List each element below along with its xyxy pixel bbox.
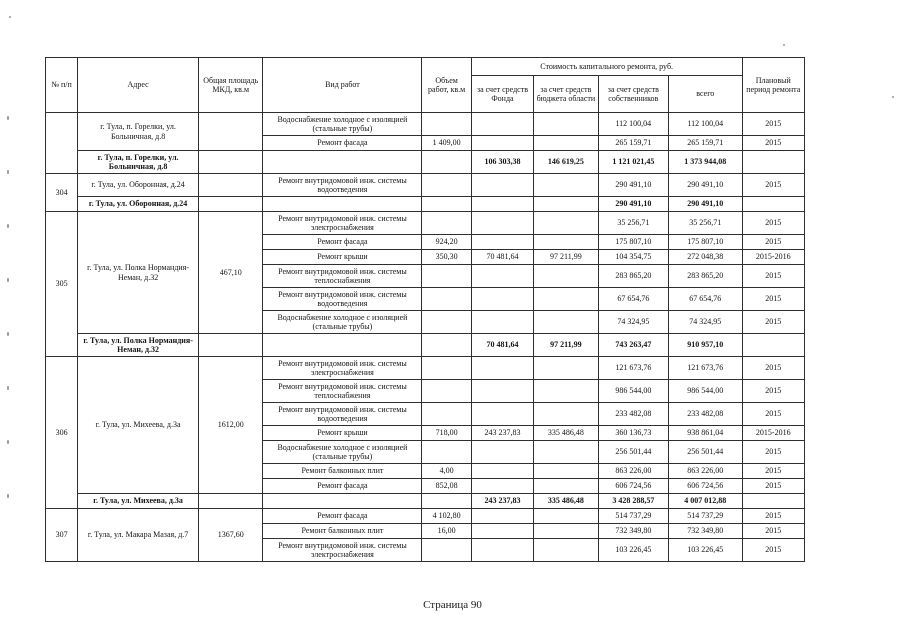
cell-volume [422, 403, 471, 426]
cell-area: 1367,60 [198, 509, 262, 562]
cell-owners: 863 226,00 [598, 464, 668, 479]
table-row [46, 212, 805, 235]
cell-volume [422, 357, 471, 380]
cell-period: 2015 [742, 479, 804, 494]
cell-fund [471, 479, 533, 494]
scan-artifact [7, 224, 9, 228]
cell-period [742, 494, 804, 509]
cell-budget [534, 197, 598, 212]
cell-owners: 743 263,47 [598, 334, 668, 357]
cell-period: 2015 [742, 524, 804, 539]
cell-fund [471, 265, 533, 288]
cell-total: 256 501,44 [669, 441, 742, 464]
cell-budget: 97 211,99 [534, 334, 598, 357]
cell-volume: 852,08 [422, 479, 471, 494]
cell-work: Ремонт внутридомовой инж. системы водоотведения [263, 288, 422, 311]
cell-total: 986 544,00 [669, 380, 742, 403]
cell-work: Водоснабжение холодное с изоляцией (стальные трубы) [263, 311, 422, 334]
cell-fund [471, 197, 533, 212]
cell-period: 2015 [742, 174, 804, 197]
cell-fund [471, 357, 533, 380]
table-body [46, 113, 805, 562]
scan-artifact [7, 278, 9, 282]
table-row [46, 174, 805, 197]
cell-num: 304 [46, 174, 78, 212]
header-total: всего [669, 76, 742, 113]
table-row [46, 113, 805, 136]
scan-artifact [783, 44, 785, 46]
cell-budget: 335 486,48 [534, 494, 598, 509]
header-work-type: Вид работ [263, 58, 422, 113]
cell-fund: 70 481,64 [471, 334, 533, 357]
cell-work: Ремонт внутридомовой инж. системы водоотведения [263, 403, 422, 426]
cell-address: г. Тула, ул. Макара Мазая, д.7 [78, 509, 199, 562]
cell-budget [534, 441, 598, 464]
cell-owners: 35 256,71 [598, 212, 668, 235]
cell-total: 290 491,10 [669, 174, 742, 197]
cell-budget [534, 235, 598, 250]
cell-area [198, 197, 262, 212]
cell-total: 103 226,45 [669, 539, 742, 562]
cell-owners: 283 865,20 [598, 265, 668, 288]
header-owners: за счет средств собственников [598, 76, 668, 113]
cell-budget [534, 524, 598, 539]
cell-total: 35 256,71 [669, 212, 742, 235]
cell-period: 2015 [742, 464, 804, 479]
subtotal-row [46, 197, 805, 212]
cell-work: Ремонт внутридомовой инж. системы электроснабжения [263, 212, 422, 235]
header-cost-group: Стоимость капитального ремонта, руб. [471, 58, 742, 76]
cell-area [198, 174, 262, 197]
cell-owners: 290 491,10 [598, 174, 668, 197]
header-num: № п/п [46, 58, 78, 113]
cell-volume: 350,30 [422, 250, 471, 265]
cell-budget [534, 464, 598, 479]
cell-volume [422, 265, 471, 288]
subtotal-row [46, 494, 805, 509]
cell-owners: 67 654,76 [598, 288, 668, 311]
cell-fund [471, 113, 533, 136]
cell-volume [422, 539, 471, 562]
subtotal-row [46, 151, 805, 174]
cell-fund: 70 481,64 [471, 250, 533, 265]
cell-work: Ремонт балконных плит [263, 524, 422, 539]
cell-num: 307 [46, 509, 78, 562]
cell-address: г. Тула, п. Горелки, ул. Больничная, д.8 [78, 113, 199, 151]
cell-volume [422, 174, 471, 197]
cell-owners: 265 159,71 [598, 136, 668, 151]
cell-address: г. Тула, ул. Полка Нормандия-Неман, д.32 [78, 334, 199, 357]
cell-address: г. Тула, п. Горелки, ул. Больничная, д.8 [78, 151, 199, 174]
cell-area [198, 113, 262, 151]
cell-address: г. Тула, ул. Михеева, д.3а [78, 357, 199, 494]
cell-fund [471, 311, 533, 334]
cell-work [263, 494, 422, 509]
cell-volume [422, 197, 471, 212]
cell-volume [422, 441, 471, 464]
cell-area: 1612,00 [198, 357, 262, 494]
cell-total: 732 349,80 [669, 524, 742, 539]
cell-area [198, 494, 262, 509]
cell-work: Ремонт фасада [263, 136, 422, 151]
cell-volume [422, 334, 471, 357]
cell-period [742, 197, 804, 212]
page-number: Страница 90 [423, 599, 482, 611]
cell-owners: 606 724,56 [598, 479, 668, 494]
scan-artifact [7, 332, 9, 336]
cell-volume: 4 102,80 [422, 509, 471, 524]
cell-owners: 121 673,76 [598, 357, 668, 380]
cell-work: Ремонт балконных плит [263, 464, 422, 479]
cell-total: 514 737,29 [669, 509, 742, 524]
cell-period: 2015-2016 [742, 426, 804, 441]
cell-fund [471, 235, 533, 250]
cell-period: 2015 [742, 136, 804, 151]
cell-work [263, 197, 422, 212]
cell-budget: 97 211,99 [534, 250, 598, 265]
cell-budget [534, 479, 598, 494]
cell-budget [534, 212, 598, 235]
cell-fund [471, 136, 533, 151]
cell-area [198, 151, 262, 174]
header-address: Адрес [78, 58, 199, 113]
cell-fund [471, 524, 533, 539]
scan-artifact [9, 16, 11, 18]
cell-fund [471, 380, 533, 403]
cell-budget [534, 509, 598, 524]
cell-budget [534, 311, 598, 334]
cell-fund [471, 441, 533, 464]
cell-owners: 103 226,45 [598, 539, 668, 562]
cell-volume [422, 311, 471, 334]
cell-fund [471, 212, 533, 235]
cell-total: 4 007 012,88 [669, 494, 742, 509]
cell-fund: 106 303,38 [471, 151, 533, 174]
cell-budget [534, 265, 598, 288]
table-header [46, 58, 805, 113]
cell-period: 2015 [742, 509, 804, 524]
cell-total: 121 673,76 [669, 357, 742, 380]
cell-period: 2015 [742, 212, 804, 235]
cell-budget [534, 403, 598, 426]
cell-budget [534, 174, 598, 197]
cell-budget [534, 136, 598, 151]
cell-owners: 112 100,04 [598, 113, 668, 136]
cell-total: 67 654,76 [669, 288, 742, 311]
cell-volume [422, 288, 471, 311]
cell-owners: 1 121 021,45 [598, 151, 668, 174]
cell-fund [471, 403, 533, 426]
cell-work: Ремонт фасада [263, 479, 422, 494]
cell-owners: 290 491,10 [598, 197, 668, 212]
cell-budget [534, 539, 598, 562]
cell-work: Ремонт крыши [263, 250, 422, 265]
cell-volume: 16,00 [422, 524, 471, 539]
scan-artifact [7, 116, 9, 120]
table-row [46, 509, 805, 524]
cell-volume [422, 494, 471, 509]
cell-owners: 256 501,44 [598, 441, 668, 464]
cell-period: 2015 [742, 265, 804, 288]
cell-work: Ремонт крыши [263, 426, 422, 441]
cell-work: Водоснабжение холодное с изоляцией (стальные трубы) [263, 113, 422, 136]
cell-volume [422, 151, 471, 174]
cell-budget [534, 113, 598, 136]
cell-volume [422, 212, 471, 235]
cell-period: 2015 [742, 288, 804, 311]
cell-total: 112 100,04 [669, 113, 742, 136]
cell-address: г. Тула, ул. Полка Нормандия-Неман, д.32 [78, 212, 199, 334]
cell-period: 2015 [742, 113, 804, 136]
cell-area: 467,10 [198, 212, 262, 334]
cell-budget [534, 288, 598, 311]
cell-work: Водоснабжение холодное с изоляцией (стальные трубы) [263, 441, 422, 464]
cell-budget [534, 380, 598, 403]
cell-volume [422, 380, 471, 403]
scan-artifact [7, 170, 9, 174]
scan-artifact [7, 386, 9, 390]
cell-period: 2015 [742, 357, 804, 380]
cell-total: 74 324,95 [669, 311, 742, 334]
cell-fund: 243 237,83 [471, 494, 533, 509]
table-row [46, 357, 805, 380]
cell-fund: 243 237,83 [471, 426, 533, 441]
cell-period: 2015 [742, 441, 804, 464]
cell-budget: 146 619,25 [534, 151, 598, 174]
cell-address: г. Тула, ул. Михеева, д.3а [78, 494, 199, 509]
cell-total: 233 482,08 [669, 403, 742, 426]
scan-artifact [7, 440, 9, 444]
cell-budget [534, 357, 598, 380]
cell-total: 290 491,10 [669, 197, 742, 212]
cell-period: 2015 [742, 235, 804, 250]
cell-work [263, 151, 422, 174]
cell-fund [471, 539, 533, 562]
cell-total: 175 807,10 [669, 235, 742, 250]
cell-volume: 924,20 [422, 235, 471, 250]
cell-owners: 732 349,80 [598, 524, 668, 539]
cell-address: г. Тула, ул. Оборонная, д.24 [78, 197, 199, 212]
cell-work: Ремонт внутридомовой инж. системы электроснабжения [263, 357, 422, 380]
cell-work: Ремонт фасада [263, 509, 422, 524]
cell-budget: 335 486,48 [534, 426, 598, 441]
cell-period: 2015 [742, 380, 804, 403]
cell-owners: 986 544,00 [598, 380, 668, 403]
cell-period [742, 151, 804, 174]
cell-total: 265 159,71 [669, 136, 742, 151]
cell-num: 305 [46, 212, 78, 357]
cell-total: 863 226,00 [669, 464, 742, 479]
cell-volume: 1 409,00 [422, 136, 471, 151]
cell-owners: 360 136,73 [598, 426, 668, 441]
cell-owners: 74 324,95 [598, 311, 668, 334]
header-volume: Объем работ, кв.м [422, 58, 471, 113]
repair-program-table [45, 57, 805, 562]
cell-volume: 718,00 [422, 426, 471, 441]
cell-owners: 3 428 288,57 [598, 494, 668, 509]
cell-total: 272 048,38 [669, 250, 742, 265]
cell-address: г. Тула, ул. Оборонная, д.24 [78, 174, 199, 197]
cell-owners: 514 737,29 [598, 509, 668, 524]
cell-fund [471, 464, 533, 479]
cell-volume [422, 113, 471, 136]
cell-total: 606 724,56 [669, 479, 742, 494]
header-budget: за счет средств бюджета области [534, 76, 598, 113]
cell-period [742, 334, 804, 357]
cell-volume: 4,00 [422, 464, 471, 479]
cell-work: Ремонт фасада [263, 235, 422, 250]
cell-work [263, 334, 422, 357]
cell-period: 2015 [742, 403, 804, 426]
cell-owners: 104 354,75 [598, 250, 668, 265]
cell-owners: 175 807,10 [598, 235, 668, 250]
cell-period: 2015 [742, 311, 804, 334]
cell-area [198, 334, 262, 357]
cell-work: Ремонт внутридомовой инж. системы теплоснабжения [263, 380, 422, 403]
cell-total: 910 957,10 [669, 334, 742, 357]
cell-owners: 233 482,08 [598, 403, 668, 426]
cell-period: 2015 [742, 539, 804, 562]
cell-work: Ремонт внутридомовой инж. системы теплоснабжения [263, 265, 422, 288]
cell-num [46, 113, 78, 174]
header-period: Плановый период ремонта [742, 58, 804, 113]
cell-num: 306 [46, 357, 78, 509]
cell-period: 2015-2016 [742, 250, 804, 265]
scan-artifact [892, 96, 894, 98]
cell-total: 1 373 944,08 [669, 151, 742, 174]
cell-work: Ремонт внутридомовой инж. системы водоотведения [263, 174, 422, 197]
cell-total: 938 861,04 [669, 426, 742, 441]
cell-fund [471, 288, 533, 311]
cell-work: Ремонт внутридомовой инж. системы электроснабжения [263, 539, 422, 562]
header-fund: за счет средств Фонда [471, 76, 533, 113]
subtotal-row [46, 334, 805, 357]
cell-fund [471, 174, 533, 197]
cell-fund [471, 509, 533, 524]
header-area: Общая площадь МКД, кв.м [198, 58, 262, 113]
cell-total: 283 865,20 [669, 265, 742, 288]
scan-artifact [7, 494, 9, 498]
